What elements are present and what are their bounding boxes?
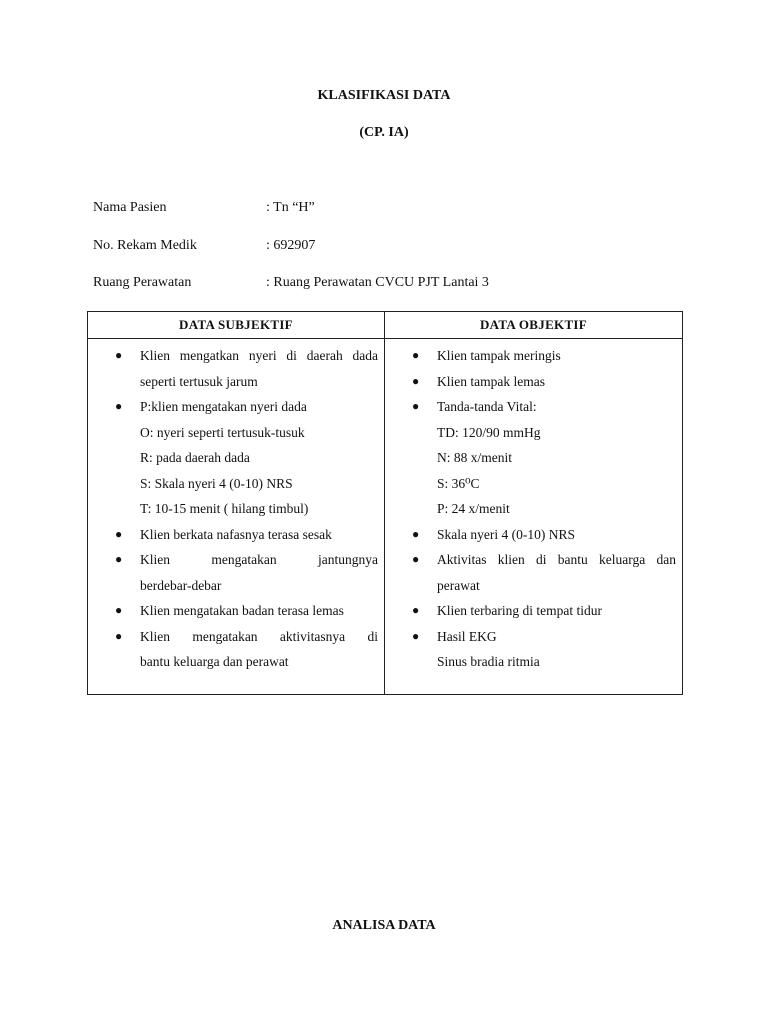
- bullet-icon: ●: [412, 552, 420, 566]
- objective-header: DATA OBJEKTIF: [385, 312, 683, 339]
- list-item-line: Klien mengatakan aktivitasnya di: [140, 628, 378, 644]
- list-item-line: Sinus bradia ritmia: [437, 654, 540, 669]
- list-item-line: bantu keluarga dan perawat: [140, 654, 289, 669]
- medical-record-value: : 692907: [266, 238, 316, 253]
- subjective-cell: [88, 339, 385, 695]
- list-item: [88, 522, 378, 548]
- bullet-icon: ●: [412, 348, 420, 362]
- care-room-label: Ruang Perawatan: [93, 275, 192, 290]
- page-title: KLASIFIKASI DATA: [317, 88, 451, 103]
- list-item: [88, 394, 378, 522]
- list-item: [88, 598, 378, 624]
- list-item: [385, 547, 676, 598]
- list-item-line: S: 36⁰C: [437, 475, 480, 491]
- bullet-icon: ●: [412, 399, 420, 413]
- bullet-icon: ●: [115, 603, 123, 617]
- bullet-icon: ●: [115, 526, 123, 541]
- bullet-icon: ●: [412, 628, 420, 643]
- bullet-icon: ●: [115, 348, 123, 362]
- list-item: [88, 547, 378, 598]
- section-title: ANALISA DATA: [332, 918, 436, 933]
- list-item-line: P:klien mengatakan nyeri dada: [140, 399, 307, 414]
- list-item-line: Aktivitas klien di bantu keluarga dan: [437, 552, 676, 567]
- list-item: [385, 598, 676, 624]
- bullet-icon: ●: [412, 373, 420, 388]
- list-item-line: seperti tertusuk jarum: [140, 373, 258, 389]
- list-item: [385, 624, 676, 675]
- list-item-line: T: 10-15 menit ( hilang timbul): [140, 501, 309, 516]
- list-item-line: N: 88 x/menit: [437, 450, 512, 465]
- list-item-line: Tanda-tanda Vital:: [437, 399, 537, 414]
- list-item-line: Klien mengatakan badan terasa lemas: [140, 603, 344, 618]
- list-item-line: Klien tampak lemas: [437, 373, 545, 389]
- page-subtitle: (CP. IA): [359, 125, 409, 140]
- list-item-line: S: Skala nyeri 4 (0-10) NRS: [140, 475, 293, 491]
- list-item-line: Klien berkata nafasnya terasa sesak: [140, 526, 332, 542]
- list-item-line: P: 24 x/menit: [437, 501, 510, 516]
- list-item-line: Klien terbaring di tempat tidur: [437, 603, 602, 618]
- objective-list: [385, 339, 682, 675]
- patient-name-value: : Tn “H”: [266, 200, 315, 215]
- care-room-value: : Ruang Perawatan CVCU PJT Lantai 3: [266, 275, 489, 290]
- list-item-line: O: nyeri seperti tertusuk-tusuk: [140, 424, 305, 440]
- list-item-line: Hasil EKG: [437, 628, 497, 644]
- patient-name-label: Nama Pasien: [93, 200, 167, 215]
- bullet-icon: ●: [115, 552, 123, 566]
- data-classification-table: [87, 311, 683, 695]
- subjective-header: DATA SUBJEKTIF: [88, 312, 385, 339]
- subjective-list: [88, 339, 384, 675]
- list-item: [88, 343, 378, 394]
- list-item-line: Klien tampak meringis: [437, 348, 561, 363]
- objective-cell: [385, 339, 683, 695]
- list-item-line: Klien mengatkan nyeri di daerah dada: [140, 348, 378, 363]
- bullet-icon: ●: [412, 526, 420, 541]
- medical-record-label: No. Rekam Medik: [93, 238, 197, 253]
- list-item: [385, 369, 676, 395]
- bullet-icon: ●: [115, 628, 123, 643]
- bullet-icon: ●: [115, 399, 123, 413]
- list-item: [385, 343, 676, 369]
- list-item: [385, 522, 676, 548]
- list-item: [385, 394, 676, 522]
- list-item-line: berdebar-debar: [140, 577, 222, 593]
- list-item-line: Skala nyeri 4 (0-10) NRS: [437, 526, 575, 542]
- list-item-line: perawat: [437, 577, 480, 593]
- list-item-line: R: pada daerah dada: [140, 450, 250, 465]
- list-item-line: TD: 120/90 mmHg: [437, 424, 541, 440]
- list-item: [88, 624, 378, 675]
- list-item-line: Klien mengatakan jantungnya: [140, 552, 378, 567]
- bullet-icon: ●: [412, 603, 420, 617]
